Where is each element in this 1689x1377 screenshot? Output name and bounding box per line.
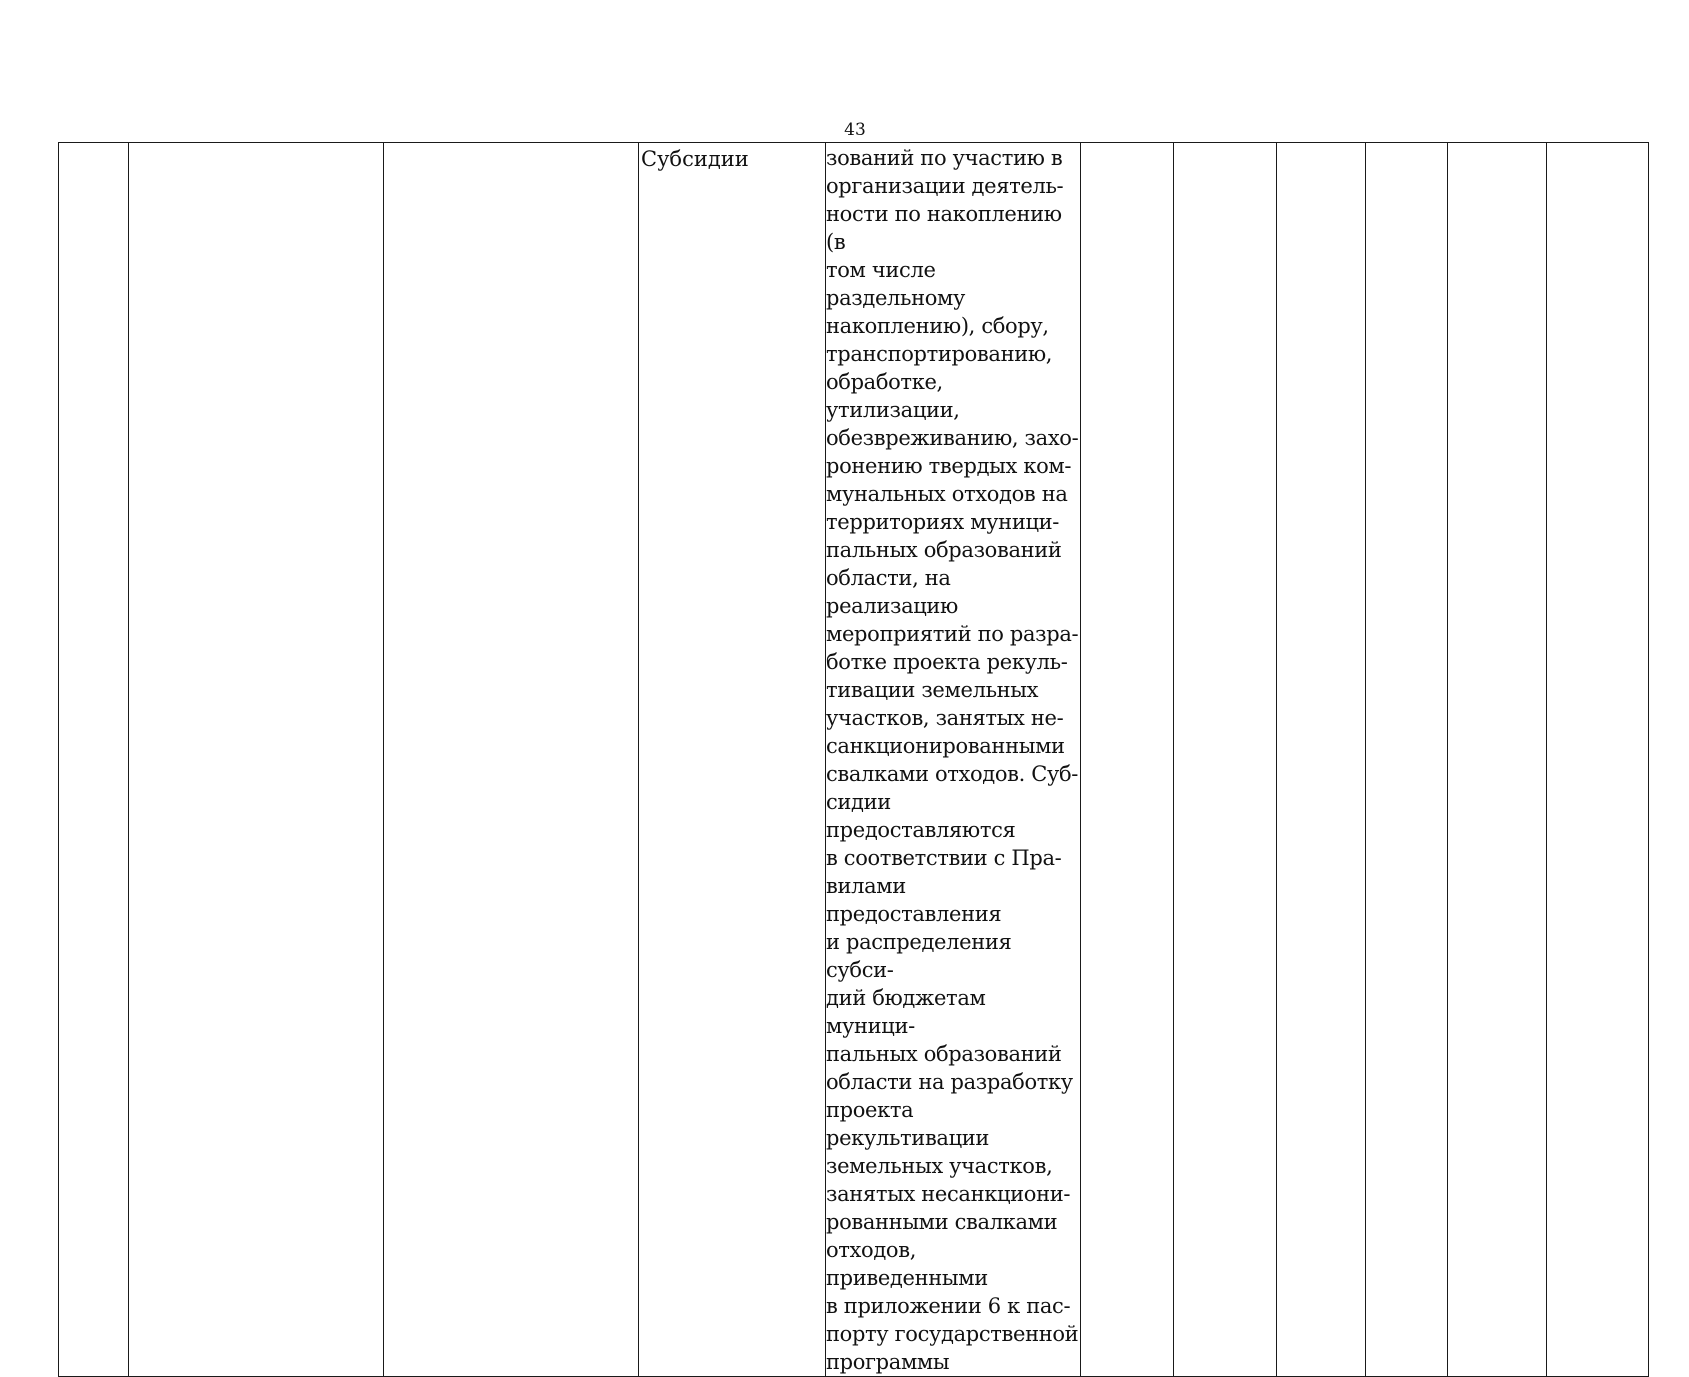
description-text: зований по участию в организации деятель- ности по накоплению (в том числе раздельному накоплению), сбору, транспортированию, обработке, утилизации, обезвреживанию, захо- ронению твердых ком- мунальных отходов на территориях муници- пальных образований области, на реализацию мероприятий по разра- ботке проекта рекуль- тивации земельных участков, занятых не- санкционированными свалками отходов. Суб- сидии предоставляются в соответствии с Пра- вилами предоставления и распределения субси- дий бюджетам муници- пальных образований области на разработку проекта рекультивации земельных участков, занятых несанкциони- рованными свалками отходов, приведенными в приложении 6 к пас- порту государственной программы — [826, 146, 1079, 1374]
table-cell-col1 — [59, 143, 129, 1377]
table-cell-source — [639, 143, 826, 1377]
table-cell-description — [826, 143, 1081, 1377]
table-cell-col8 — [1277, 143, 1366, 1377]
table-cell-col7 — [1174, 143, 1277, 1377]
table-cell-col11 — [1547, 143, 1649, 1377]
table-row — [59, 143, 1649, 1377]
funding-source-label: Субсидии — [641, 147, 749, 171]
table-cell-col10 — [1448, 143, 1547, 1377]
table-cell-col2 — [129, 143, 384, 1377]
table-cell-col9 — [1366, 143, 1448, 1377]
continuation-table — [58, 142, 1649, 1377]
table-cell-col6 — [1081, 143, 1174, 1377]
page-number: 43 — [844, 120, 866, 140]
table-cell-col3 — [384, 143, 639, 1377]
